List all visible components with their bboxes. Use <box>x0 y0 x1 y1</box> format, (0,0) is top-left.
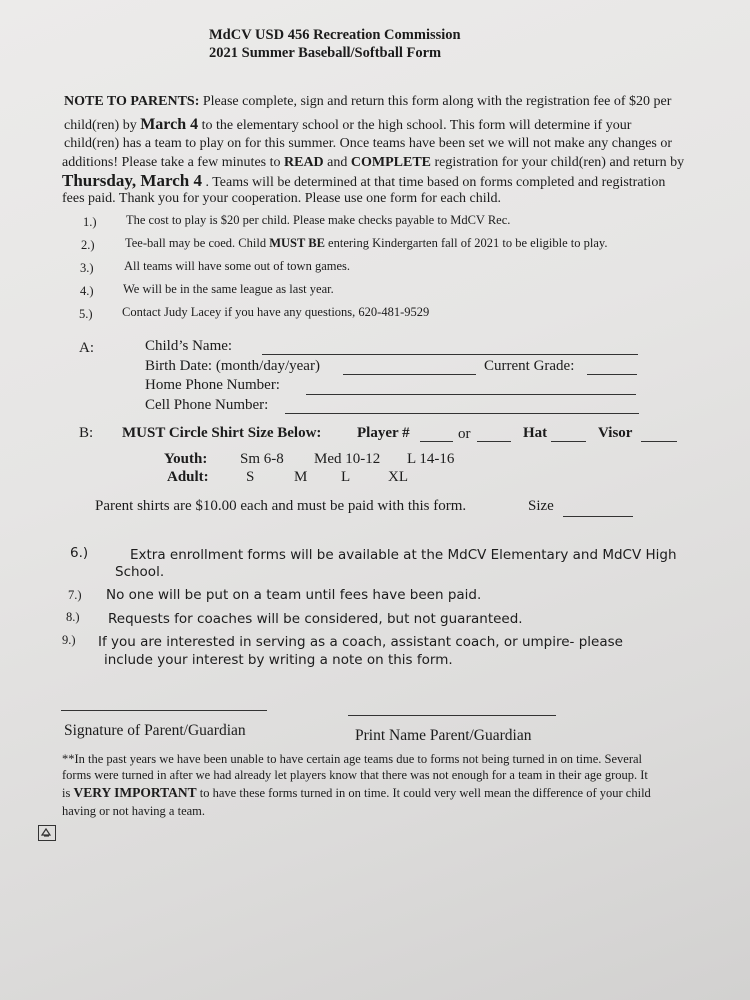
section-a-label: A: <box>79 340 94 356</box>
shirt-size-instruction: MUST Circle Shirt Size Below: <box>122 425 322 441</box>
note-line-3: child(ren) has a team to play on for this summer. Once teams have been set we will not make any changes or <box>64 136 673 151</box>
player-number-field[interactable] <box>420 441 453 442</box>
item-7-text: No one will be put on a team until fees have been paid. <box>106 587 482 603</box>
item-9-text-line2: include your interest by writing a note on this form. <box>104 652 453 668</box>
parent-shirt-size-field[interactable] <box>563 516 633 517</box>
rule-5-number: 5.) <box>79 307 93 321</box>
item-9-text-line1: If you are interested in serving as a coach, assistant coach, or umpire- please <box>98 634 623 650</box>
youth-label: Youth: <box>164 451 208 467</box>
form-title-line2: 2021 Summer Baseball/Softball Form <box>209 45 442 61</box>
note-line-5: Thursday, March 4 . Teams will be determined at that time based on forms completed and registration <box>62 171 666 190</box>
child-name-label: Child’s Name: <box>145 338 233 354</box>
visor-label: Visor <box>598 425 633 441</box>
rule-3-number: 3.) <box>80 261 94 275</box>
player-number-label: Player # <box>357 425 410 441</box>
print-name-field[interactable] <box>348 715 556 716</box>
parent-shirt-size-label: Size <box>528 498 554 514</box>
cell-phone-field[interactable] <box>285 413 639 414</box>
note-line-6: fees paid. Thank you for your cooperation. Please use one form for each child. <box>62 191 502 206</box>
return-date: Thursday, March 4 <box>62 171 202 190</box>
item-6-number: 6.) <box>70 545 89 561</box>
parent-shirts-text: Parent shirts are $10.00 each and must be paid with this form. <box>95 498 467 514</box>
item-8-number: 8.) <box>66 610 80 624</box>
adult-size-s[interactable]: S <box>246 469 255 485</box>
recycle-icon <box>38 825 56 841</box>
rule-1-text: The cost to play is $20 per child. Please make checks payable to MdCV Rec. <box>126 213 511 227</box>
footnote-line-1: **In the past years we have been unable to have certain age teams due to forms not being turned in on time. Several <box>62 752 643 766</box>
hat-field[interactable] <box>551 441 586 442</box>
item-6-text-line2: School. <box>115 564 165 580</box>
item-6-text-line1: Extra enrollment forms will be available at the MdCV Elementary and MdCV High <box>130 547 677 563</box>
item-7-number: 7.) <box>68 588 82 602</box>
rule-4-number: 4.) <box>80 284 94 298</box>
form-title-line1: MdCV USD 456 Recreation Commission <box>209 27 461 43</box>
youth-size-medium[interactable]: Med 10-12 <box>314 451 381 467</box>
child-name-field[interactable] <box>262 354 638 355</box>
player-number-alt-field[interactable] <box>477 441 511 442</box>
parent-signature-label: Signature of Parent/Guardian <box>64 722 246 739</box>
print-name-label: Print Name Parent/Guardian <box>355 727 532 744</box>
birth-date-label: Birth Date: (month/day/year) <box>145 358 320 374</box>
home-phone-field[interactable] <box>306 394 636 395</box>
birth-date-field[interactable] <box>343 374 476 375</box>
note-line-4: additions! Please take a few minutes to READ and COMPLETE registration for your child(ren) and return by <box>62 155 685 170</box>
item-9-number: 9.) <box>62 633 76 647</box>
parent-signature-field[interactable] <box>61 710 267 711</box>
home-phone-label: Home Phone Number: <box>145 377 280 393</box>
youth-size-large[interactable]: L 14-16 <box>407 451 455 467</box>
visor-field[interactable] <box>641 441 677 442</box>
or-label: or <box>458 426 471 442</box>
deadline-date: March 4 <box>140 116 199 133</box>
rule-4-text: We will be in the same league as last year. <box>123 282 334 296</box>
rule-1-number: 1.) <box>83 215 97 229</box>
footnote-line-3: is VERY IMPORTANT to have these forms turned in on time. It could very well mean the difference of your child <box>62 785 651 800</box>
note-lead: NOTE TO PARENTS: <box>64 94 200 109</box>
adult-size-m[interactable]: M <box>294 469 308 485</box>
rule-2-text: Tee-ball may be coed. Child MUST BE entering Kindergarten fall of 2021 to be eligible to play. <box>125 236 608 250</box>
adult-size-xl[interactable]: XL <box>388 469 408 485</box>
adult-label: Adult: <box>167 469 209 485</box>
note-line-1: NOTE TO PARENTS: Please complete, sign and return this form along with the registration fee of $20 per <box>64 94 672 109</box>
cell-phone-label: Cell Phone Number: <box>145 397 269 413</box>
adult-size-l[interactable]: L <box>341 469 351 485</box>
item-8-text: Requests for coaches will be considered, but not guaranteed. <box>108 611 523 627</box>
current-grade-field[interactable] <box>587 374 637 375</box>
youth-size-small[interactable]: Sm 6-8 <box>240 451 284 467</box>
hat-label: Hat <box>523 425 548 441</box>
section-b-label: B: <box>79 425 94 441</box>
note-line-2: child(ren) by March 4 to the elementary school or the high school. This form will determine if your <box>64 116 632 133</box>
footnote-line-2: forms were turned in after we had already let players know that there was not enough for a team in their age group. It <box>62 768 648 782</box>
footnote-line-4: having or not having a team. <box>62 804 206 818</box>
rule-2-number: 2.) <box>81 238 95 252</box>
rule-5-text: Contact Judy Lacey if you have any questions, 620-481-9529 <box>122 305 430 319</box>
current-grade-label: Current Grade: <box>484 358 575 374</box>
rule-3-text: All teams will have some out of town games. <box>124 259 351 273</box>
